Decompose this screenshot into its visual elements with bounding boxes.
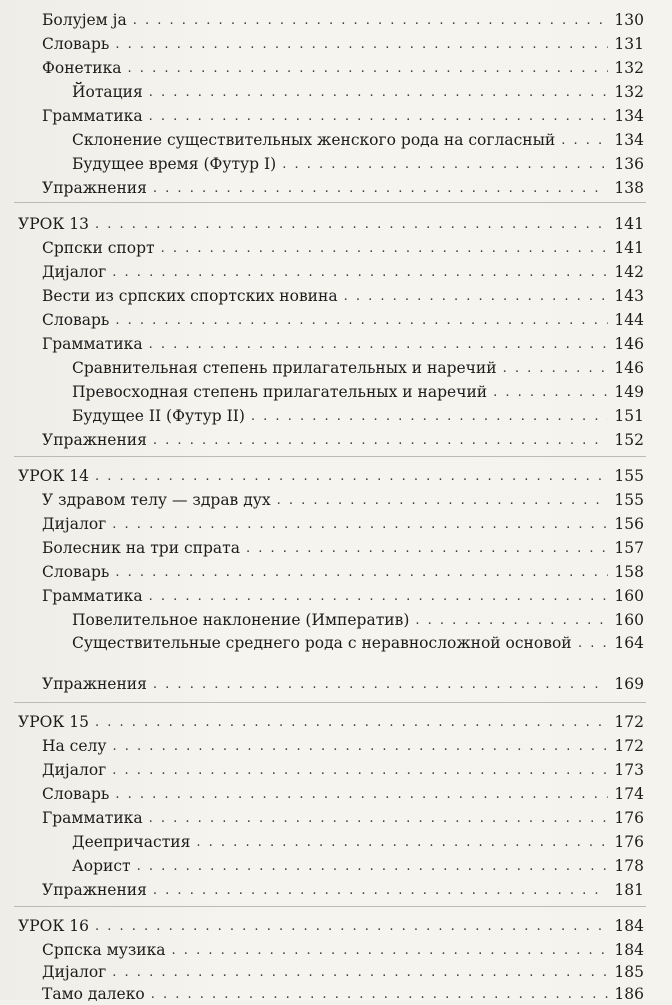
dot-leader	[282, 154, 608, 175]
toc-entry	[0, 674, 644, 695]
toc-page-number: 181	[614, 881, 644, 899]
dot-leader	[561, 130, 608, 151]
toc-entry	[0, 984, 644, 1005]
dot-leader	[153, 674, 609, 695]
toc-entry	[0, 130, 644, 151]
toc-entry-title: Йотация	[72, 83, 143, 101]
toc-page-number: 141	[614, 215, 644, 233]
dot-leader	[277, 490, 609, 511]
toc-entry	[0, 736, 644, 757]
toc-page-number: 155	[614, 491, 644, 509]
toc-entry-title: Грамматика	[42, 335, 143, 353]
toc-page-number: 132	[614, 83, 644, 101]
toc-page-number: 143	[614, 287, 644, 305]
toc-entry-title: Дијалог	[42, 963, 107, 981]
toc-page-number: 130	[614, 11, 644, 29]
toc-entry	[0, 106, 644, 127]
toc-entry-title: УРОК 16	[18, 917, 89, 935]
toc-entry	[0, 286, 644, 307]
toc-entry	[0, 538, 644, 559]
toc-page-number: 164	[614, 634, 644, 652]
dot-leader	[95, 466, 608, 487]
lesson-heading	[0, 466, 644, 487]
toc-entry-title: Дијалог	[42, 761, 107, 779]
toc-entry-title: Упражнения	[42, 179, 147, 197]
toc-entry-title: Повелительное наклонение (Императив)	[72, 611, 410, 629]
toc-entry	[0, 784, 644, 805]
toc-entry-title: Српски спорт	[42, 239, 155, 257]
dot-leader	[415, 610, 608, 631]
toc-page-number: 149	[614, 383, 644, 401]
toc-entry-title: Словарь	[42, 563, 110, 581]
dot-leader	[113, 736, 609, 757]
toc-entry	[0, 832, 644, 853]
toc-page-number: 172	[614, 713, 644, 731]
dot-leader	[112, 760, 608, 781]
toc-entry	[0, 562, 644, 583]
toc-page-number: 186	[614, 985, 644, 1003]
toc-page-number: 184	[614, 917, 644, 935]
dot-leader	[578, 633, 608, 654]
toc-entry	[0, 430, 644, 451]
toc-entry	[0, 334, 644, 355]
toc-entry-title: Грамматика	[42, 809, 143, 827]
toc-entry	[0, 238, 644, 259]
toc-page-number: 151	[614, 407, 644, 425]
toc-entry	[0, 962, 644, 983]
toc-page-number: 138	[614, 179, 644, 197]
toc-entry-title: Болујем ја	[42, 11, 127, 29]
toc-entry-title: УРОК 14	[18, 467, 89, 485]
dot-leader	[153, 880, 609, 901]
toc-entry	[0, 382, 644, 403]
lesson-heading	[0, 712, 644, 733]
toc-entry-title: Грамматика	[42, 107, 143, 125]
toc-page-number: 146	[614, 335, 644, 353]
toc-entry	[0, 10, 644, 31]
toc-entry	[0, 82, 644, 103]
dot-leader	[151, 984, 609, 1005]
toc-page-number: 157	[614, 539, 644, 557]
toc-entry	[0, 760, 644, 781]
toc-page-number: 146	[614, 359, 644, 377]
toc-entry-title: Словарь	[42, 35, 110, 53]
toc-entry-title: Болесник на три спрата	[42, 539, 240, 557]
toc-entry-title: Сравнительная степень прилагательных и наречий	[72, 359, 497, 377]
toc-entry	[0, 514, 644, 535]
toc-entry	[0, 490, 644, 511]
toc-page-number: 178	[614, 857, 644, 875]
divider	[14, 456, 646, 457]
toc-page-number: 132	[614, 59, 644, 77]
toc-page-number: 176	[614, 809, 644, 827]
toc-page-number: 136	[614, 155, 644, 173]
toc-page-number: 156	[614, 515, 644, 533]
dot-leader	[137, 856, 609, 877]
toc-entry	[0, 178, 644, 199]
toc-page-number: 155	[614, 467, 644, 485]
toc-page-number: 185	[614, 963, 644, 981]
dot-leader	[493, 382, 608, 403]
toc-entry-title: УРОК 15	[18, 713, 89, 731]
toc-page-number: 152	[614, 431, 644, 449]
toc-entry-title: Будущее время (Футур I)	[72, 155, 277, 173]
toc-entry	[0, 406, 644, 427]
toc-page-number: 131	[614, 35, 644, 53]
dot-leader	[115, 784, 608, 805]
dot-leader	[149, 82, 609, 103]
toc-page-number: 176	[614, 833, 644, 851]
toc-entry	[0, 358, 644, 379]
toc-entry-title: Будущее II (Футур II)	[72, 407, 245, 425]
toc-entry-title: На селу	[42, 737, 107, 755]
toc-entry-title: Упражнения	[42, 881, 147, 899]
toc-entry	[0, 940, 644, 961]
toc-page-number: 144	[614, 311, 644, 329]
toc-page-number: 160	[614, 611, 644, 629]
dot-leader	[246, 538, 608, 559]
dot-leader	[153, 430, 609, 451]
dot-leader	[172, 940, 609, 961]
divider	[14, 906, 646, 907]
toc-entry-title: Превосходная степень прилагательных и наречий	[72, 383, 488, 401]
dot-leader	[115, 34, 608, 55]
toc-entry-title: Склонение существительных женского рода на согласный	[72, 131, 556, 149]
dot-leader	[133, 10, 609, 31]
dot-leader	[112, 514, 608, 535]
toc-entry	[0, 632, 644, 654]
dot-leader	[149, 334, 609, 355]
lesson-heading	[0, 214, 644, 235]
toc-entry-title: Словарь	[42, 785, 110, 803]
dot-leader	[115, 310, 608, 331]
toc-page-number: 158	[614, 563, 644, 581]
dot-leader	[149, 808, 609, 829]
toc-page-number: 160	[614, 587, 644, 605]
dot-leader	[344, 286, 609, 307]
toc-entry-title: Существительные среднего рода с неравносложной основой	[72, 634, 572, 652]
dot-leader	[503, 358, 609, 379]
toc-entry	[0, 880, 644, 901]
dot-leader	[112, 962, 608, 983]
dot-leader	[149, 106, 609, 127]
toc-entry	[0, 34, 644, 55]
toc-page-number: 169	[614, 675, 644, 693]
toc-page-number: 184	[614, 941, 644, 959]
toc-entry-title: Тамо далеко	[42, 985, 145, 1003]
dot-leader	[251, 406, 609, 427]
dot-leader	[153, 178, 609, 199]
dot-leader	[128, 58, 609, 79]
toc-entry-title: Упражнения	[42, 675, 147, 693]
dot-leader	[161, 238, 609, 259]
dot-leader	[112, 262, 608, 283]
toc-entry-title: Упражнения	[42, 431, 147, 449]
dot-leader	[115, 562, 608, 583]
toc-page-number: 172	[614, 737, 644, 755]
toc-entry-title: Фонетика	[42, 59, 122, 77]
toc-entry	[0, 856, 644, 877]
divider	[14, 202, 646, 203]
lesson-heading	[0, 916, 644, 937]
toc-page-number: 141	[614, 239, 644, 257]
toc-page-number: 142	[614, 263, 644, 281]
toc-entry	[0, 610, 644, 631]
dot-leader	[95, 916, 608, 937]
toc-entry	[0, 58, 644, 79]
toc-entry-title: Дијалог	[42, 263, 107, 281]
toc-entry	[0, 808, 644, 829]
toc-entry-title: Дијалог	[42, 515, 107, 533]
dot-leader	[95, 214, 608, 235]
toc-page-number: 174	[614, 785, 644, 803]
toc-entry-title: Српска музика	[42, 941, 166, 959]
divider	[14, 702, 646, 703]
dot-leader	[149, 586, 609, 607]
toc-page-number: 173	[614, 761, 644, 779]
toc-entry-title: Словарь	[42, 311, 110, 329]
toc-entry	[0, 586, 644, 607]
toc-entry-title: Грамматика	[42, 587, 143, 605]
toc-entry-title: Аорист	[72, 857, 131, 875]
toc-entry-title: У здравом телу — здрав дух	[42, 491, 271, 509]
toc-entry	[0, 310, 644, 331]
dot-leader	[95, 712, 608, 733]
dot-leader	[196, 832, 608, 853]
toc-entry-title: УРОК 13	[18, 215, 89, 233]
toc-entry	[0, 262, 644, 283]
toc-entry	[0, 154, 644, 175]
toc-page-number: 134	[614, 107, 644, 125]
toc-entry-title: Вести из српских спортских новина	[42, 287, 338, 305]
toc-entry-title: Деепричастия	[72, 833, 191, 851]
toc-page-number: 134	[614, 131, 644, 149]
